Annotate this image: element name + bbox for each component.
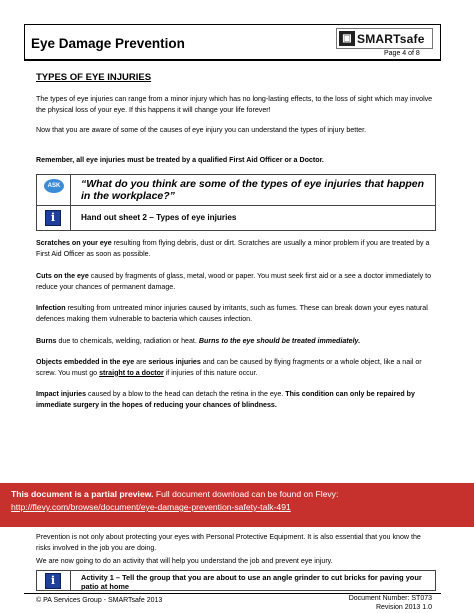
cuts-paragraph: [36, 271, 434, 292]
banner-message: [11, 489, 338, 499]
footer-doc-number: Document Number: ST073: [348, 595, 432, 602]
activity-intro-paragraph: We are now going to do an activity that will help you understand the job and prevent eye injury.: [36, 557, 333, 565]
burns-desc: due to chemicals, welding, radiation or heat.: [56, 337, 199, 345]
handout-text: Hand out sheet 2 – Types of eye injuries: [81, 213, 237, 222]
activity-callout: [36, 570, 436, 591]
objects-term: Objects embedded in the eye: [36, 358, 135, 366]
ask-bubble-icon: ASK: [44, 179, 64, 193]
preview-banner: [0, 483, 474, 527]
scratches-term: Scratches on your eye: [36, 239, 112, 247]
objects-serious: serious injuries: [148, 358, 201, 366]
document-title: Eye Damage Prevention: [31, 36, 185, 51]
prevention-paragraph: Prevention is not only about protecting your eyes with Personal Protective Equipment. It is also essential that you know the risks involved in the job you are doing.: [36, 533, 421, 552]
flevy-download-link[interactable]: http://flevy.com/browse/document/eye-damage-prevention-safety-talk-491: [11, 502, 291, 512]
banner-rest: Full document download can be found on Flevy:: [153, 489, 339, 499]
banner-lead: This document is a partial preview.: [11, 489, 154, 499]
objects-desc-2: and can be caused by flying fragments or a whole object, like a nail or screw. You must go: [36, 358, 422, 377]
footer-copyright: © PA Services Group - SMARTsafe 2013: [36, 597, 163, 604]
objects-desc-1: are: [134, 358, 149, 366]
objects-paragraph: [36, 357, 434, 378]
impact-desc: caused by a blow to the head can detach the retina in the eye.: [86, 390, 286, 398]
section-heading: TYPES OF EYE INJURIES: [36, 72, 152, 83]
question-callout: [36, 174, 436, 231]
logo-mark-icon: ▣: [339, 31, 355, 46]
question-row: [37, 175, 435, 206]
remember-paragraph: Remember, all eye injuries must be treated by a qualified First Aid Officer or a Doctor.: [36, 156, 324, 164]
infection-paragraph: [36, 303, 434, 324]
header-rule: [24, 60, 441, 61]
ask-icon-cell: [37, 175, 71, 205]
footer-revision: Revision 2013 1.0: [375, 604, 432, 611]
aware-paragraph: Now that you are aware of some of the causes of eye injury you can understand the types of injury better.: [36, 126, 367, 134]
burns-term: Burns: [36, 337, 57, 345]
objects-desc-3: if injuries of this nature occur.: [163, 368, 258, 377]
page-number: Page 4 of 8: [384, 50, 420, 57]
activity-text: Activity 1 – Tell the group that you are about to use an angle grinder to cut bricks for paving your patio at home: [81, 573, 422, 591]
infection-term: Infection: [36, 304, 66, 312]
scratches-desc: resulting from flying debris, dust or dirt. Scratches are usually a minor problem if you are treated by a First Aid Officer as soon as possible.: [36, 239, 430, 258]
footer-doc-info: [340, 594, 432, 612]
activity-info-icon: i: [45, 573, 61, 589]
info-icon: i: [45, 210, 61, 226]
impact-term: Impact injuries: [36, 390, 87, 398]
logo-text: SMARTsafe: [357, 31, 425, 46]
objects-doctor: straight to a doctor: [99, 368, 164, 377]
impact-paragraph: [36, 389, 434, 410]
smartsafe-logo: [336, 28, 433, 49]
cuts-term: Cuts on the eye: [36, 272, 89, 280]
cuts-desc: caused by fragments of glass, metal, wood or paper. You must seek first aid or a see a doctor immediately to reduce your chances of permanent damage.: [36, 272, 432, 291]
handout-row: [37, 205, 435, 231]
question-text: “What do you think are some of the types of eye injuries that happen in the workplace?”: [81, 178, 425, 202]
info-icon-cell: [37, 205, 71, 231]
intro-paragraph: The types of eye injuries can range from a minor injury which has no long-lasting effects, to the loss of sight which may involve the physical loss of your eye. If this happens it will change your life forever!: [36, 95, 433, 114]
infection-desc: resulting from untreated minor injuries caused by irritants, such as fumes. These can break down your eyes natural defences making them vulnerable to bacteria which causes infection.: [36, 304, 428, 323]
scratches-paragraph: [36, 238, 434, 259]
burns-emphasis: Burns to the eye should be treated immediately.: [198, 337, 361, 345]
impact-emphasis: This condition can only be repaired by immediate surgery in the hopes of reducing your chances of blindness.: [36, 390, 415, 409]
activity-icon-cell: [37, 571, 71, 590]
burns-paragraph: [36, 336, 434, 347]
